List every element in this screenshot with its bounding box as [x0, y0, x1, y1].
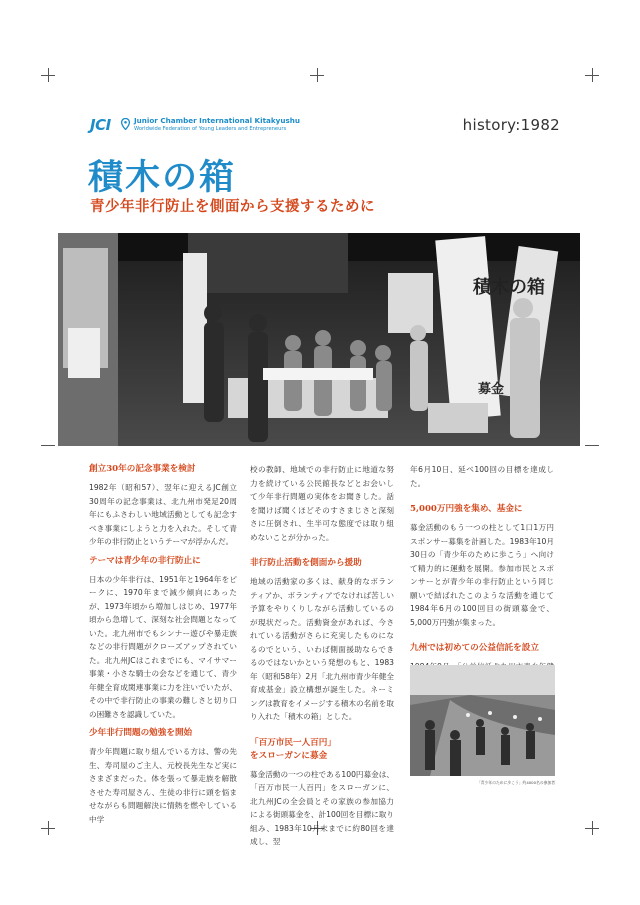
section-heading-multiline [250, 737, 394, 763]
page-subtitle: 青少年非行防止を側面から支援するために [90, 198, 375, 215]
text-column-2 [250, 463, 394, 849]
history-year-label: history:1982 [462, 116, 560, 134]
section-body: 募金活動のもう一つの柱として1口1万円スポンサー募集を計画した。1983年10月30日の「青少年のために歩こう」へ向けて精力的に運動を展開。参加市民とスポンサーとが青少年の非行防止という同じ願いで結ばれたこのような活動を通じて1984年6月の100回目の街頭募金で、5,000万円強が集まった。 [410, 523, 554, 627]
section-body: 地域の活動家の多くは、献身的なボランティアか、ボランティアでなければ苦しい予算をやりくりしながら活動しているのが現状だった。活動資金があれば、今されている活動がさらに充実したものになるのでという、いわば側面援助ならできるのではないかという発想のもと、1983年（昭和58年）2月「北九州市青少年健全育成基金」設立構想が誕生した。ネーミングは教育をイメージする積木の名前を取り入れた「積木の箱」とした。 [250, 577, 394, 721]
section-heading-line: をスローガンに募金 [250, 750, 328, 761]
section-heading: テーマは青少年の非行防止に [89, 555, 201, 566]
section-body: 募金活動の一つの柱である100円募金は、「百万市民一人百円」をスローガンに、北九州JCの全会員とその家族の参加協力による街頭募金を、計100回を目標に取り組み、1983年10月末までに約80回を達成し、翌 [250, 769, 394, 846]
section-body: 青少年問題に取り組んでいる方は、警の先生、寿司屋のご主人、元校長先生など実にさまざまだった。体を張って暴走族を解散させた寿司屋さん、生徒の非行に頭を悩ませながらも問題解決に情熱を燃やしている中学 [89, 747, 237, 824]
street-fundraising-photo [58, 233, 580, 446]
section-body: 日本の少年非行は、1951年と1964年をピークに、1970年まで減少傾向にあったが、1973年頃から増加しはじめ、1977年頃から急増して、深刻な社会問題となっていた。北九州市でもシンナー遊びや暴走族などの非行問題がクローズアップされていた。北九州JCはこれまでにも、マイサマー事業・小さな騎士の会などを通じて、青少年健全育成関連事業に力を注いでいたが、その中で非行防止の事業の難しさと切り口の困難さを認識していた。 [89, 574, 237, 719]
section-heading: 5,000万円強を集め、基金に [410, 504, 523, 514]
org-name: Junior Chamber International Kitakyushu [134, 116, 300, 125]
section-heading: 創立30年の記念事業を検討 [89, 464, 196, 474]
crop-mark [317, 68, 318, 82]
text-column-1 [89, 463, 237, 826]
page-header [90, 116, 560, 140]
jci-logo: JCI [90, 116, 111, 134]
sign-text-donation: 募金 [478, 382, 505, 397]
photo-caption: 「青少年のために歩こう」約4000名の参加者 [476, 780, 555, 785]
section-body: 年6月10日、延べ100回の目標を達成した。 [410, 465, 554, 488]
section-body: 1982年（昭和57）、翌年に迎えるJC創立30周年の記念事業は、北九州市発足20周年にもふさわしい地域活動としても記念すべき事業にしようと力を入れた。そして青少年の非行防止というテーマが浮かんだ。 [89, 483, 237, 546]
crop-mark [592, 821, 593, 835]
org-tagline: Worldwide Federation of Young Leaders and Entrepreneurs [134, 126, 287, 132]
crop-mark [41, 445, 55, 446]
sign-text-tsumiki: 積木の箱 [473, 277, 545, 298]
section-heading: 少年非行問題の勉強を開始 [89, 728, 193, 738]
location-pin-icon [121, 118, 130, 130]
section-body: 校の教師、地域での非行防止に地道な努力を続けている公民館長などとお会いして少年非行問題の実体をお聞きした。話を聞けば聞くほどそのすさまじさと深刻さに圧倒され、生半可な態度では取り組めないことが分かった。 [250, 465, 394, 542]
crop-mark [585, 445, 599, 446]
walking-event-photo [410, 665, 555, 776]
section-heading-line: 「百万市民一人百円」 [250, 737, 336, 748]
crop-mark [48, 821, 49, 835]
page-title: 積木の箱 [88, 157, 237, 198]
crop-mark [48, 68, 49, 82]
section-heading: 非行防止活動を側面から援助 [250, 558, 362, 568]
crop-mark [592, 68, 593, 82]
section-heading: 九州では初めての公益信託を設立 [410, 643, 539, 653]
